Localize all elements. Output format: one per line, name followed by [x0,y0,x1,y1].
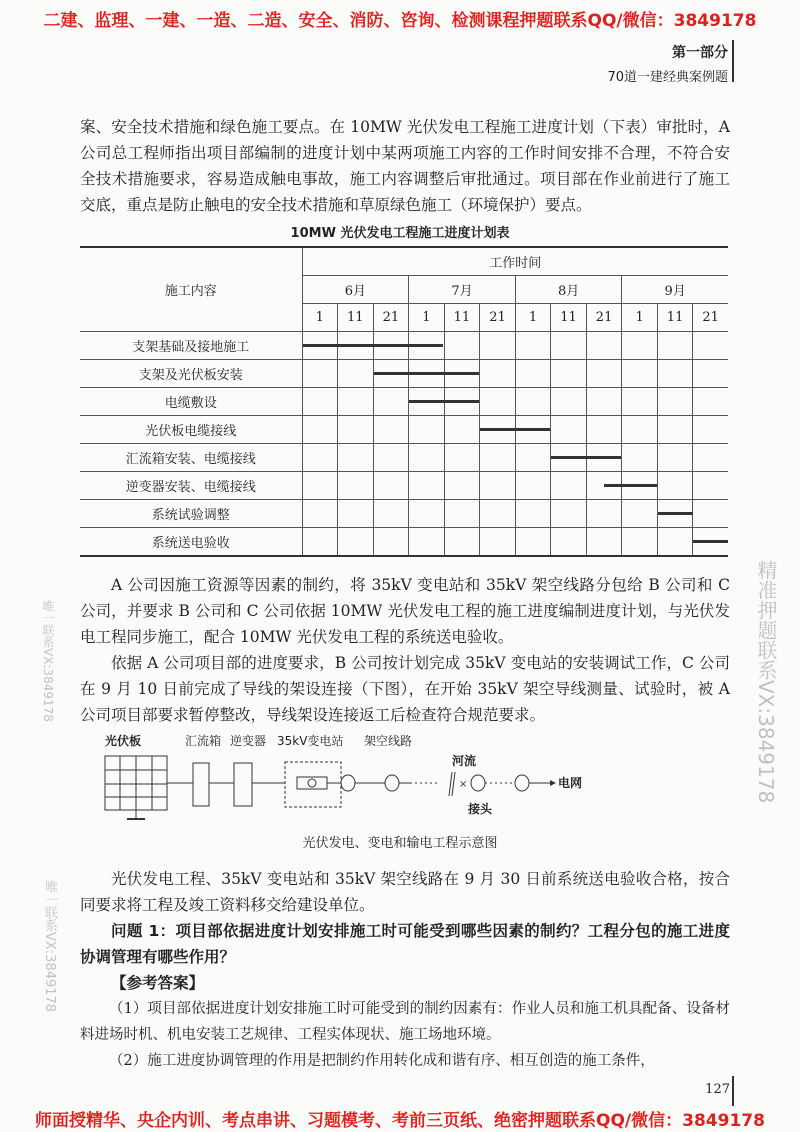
page-number: 127 [705,1082,730,1097]
schedule-cell [373,388,409,416]
schedule-cell [480,500,516,528]
schedule-cell [373,472,409,500]
day-header: 21 [586,304,622,332]
schedule-cell [657,444,693,472]
day-header: 21 [373,304,409,332]
schedule-cell [515,332,550,360]
gantt-bar [303,344,443,347]
schedule-cell [693,360,728,388]
schedule-cell [373,416,409,444]
task-name: 光伏板电缆接线 [80,416,302,444]
watermark: 精准押题联系VX:3849178 [754,560,778,804]
table-row [80,360,728,388]
schedule-cell [302,388,337,416]
bottom-banner: 师面授精华、央企内训、考点串讲、习题模考、考前三页纸、绝密押题联系QQ/微信：3849178 [35,1111,765,1131]
day-header: 1 [302,304,337,332]
header-divider [732,40,734,82]
schedule-cell [338,500,374,528]
schedule-cell [586,360,622,388]
label-grid: 电网 [558,776,583,790]
schedule-table [80,246,728,557]
schedule-cell [693,388,728,416]
gantt-bar [480,428,550,431]
schedule-cell [586,528,622,557]
day-header: 1 [622,304,657,332]
schedule-cell [444,332,480,360]
diagram-graphic [80,730,730,820]
schedule-cell [338,528,374,557]
gantt-bar [658,512,693,515]
schedule-cell [302,416,337,444]
schedule-cell [657,332,693,360]
schedule-cell [657,416,693,444]
day-header: 11 [551,304,587,332]
schedule-cell [657,528,693,557]
schedule-cell [444,528,480,557]
schedule-cell [302,360,337,388]
schedule-cell [515,444,550,472]
schedule-cell [409,472,444,500]
schedule-cell [622,360,657,388]
pole-icon [341,775,355,791]
schedule-cell [657,388,693,416]
label-overhead-line: 架空线路 [364,734,413,748]
schedule-cell [515,388,550,416]
schedule-cell [515,472,550,500]
schedule-cell [586,332,622,360]
schedule-cell [622,444,657,472]
gantt-bar [409,400,479,403]
schedule-cell [551,500,587,528]
answer-1: （1）项目部依据进度计划安排施工时可能受到的制约因素有：作业人员和施工机具配备、设备材料进场时机、机电安装工艺规律、工程实体现状、施工场地环境。 [80,1001,730,1043]
schedule-cell [657,500,693,528]
footer-divider [732,1076,734,1106]
schedule-cell [409,416,444,444]
schedule-cell [551,416,587,444]
schedule-cell [302,444,337,472]
schedule-cell [338,388,374,416]
system-diagram [80,730,730,840]
schedule-cell [338,472,374,500]
substation-icon [285,762,341,807]
schedule-cell [338,360,374,388]
gantt-bar [374,372,479,375]
schedule-cell [515,500,550,528]
month-header: 8月 [515,276,622,304]
paragraph-2: A 公司因施工资源等因素的制约，将 35kV 变电站和 35kV 架空线路分包给 B 公司和 C 公司，并要求 B 公司和 C 公司依据 10MW 光伏发电工程的施工进度编制进度计划，与光伏发电工程同步施工，配合 10MW 光伏发电工程的系统送电验收。 [80,576,730,646]
month-header: 6月 [302,276,409,304]
header-task: 施工内容 [80,247,302,332]
schedule-cell [693,332,728,360]
header-time: 工作时间 [302,247,728,276]
schedule-cell [657,360,693,388]
schedule-cell [302,528,337,557]
task-name: 支架及光伏板安装 [80,360,302,388]
watermark: 唯一联系VX:3849178 [41,600,55,722]
schedule-cell [657,472,693,500]
schedule-cell [444,500,480,528]
schedule-cell [622,332,657,360]
schedule-cell [586,416,622,444]
day-header: 1 [409,304,444,332]
day-header: 11 [444,304,480,332]
schedule-cell [586,500,622,528]
svg-text:×: × [459,779,468,790]
schedule-cell [373,500,409,528]
gantt-bar [693,540,728,543]
gantt-bar [604,484,657,487]
task-name: 系统送电验收 [80,528,302,557]
schedule-cell [338,416,374,444]
label-river: 河流 [452,754,477,768]
table-row [80,416,728,444]
inverter-icon [234,763,252,806]
schedule-cell [302,332,337,360]
label-inverter: 逆变器 [230,734,267,748]
month-header: 9月 [622,276,728,304]
question-1: 问题 1：项目部依据进度计划安排施工时可能受到哪些因素的制约？工程分包的施工进度协调管理有哪些作用？ [80,922,730,966]
schedule-cell [338,444,374,472]
table-row [80,528,728,557]
day-header: 11 [338,304,374,332]
schedule-cell [480,332,516,360]
schedule-cell [551,360,587,388]
paragraph-1: 案、安全技术措施和绿色施工要点。在 10MW 光伏发电工程施工进度计划（下表）审批时，A 公司总工程师指出项目部编制的进度计划中某两项施工内容的工作时间安排不合理，不符合安全技术措施要求，容易造成触电事故，施工内容调整后审批通过。项目部在作业前进行了施工交底，重点是防止触电的安全技术措施和草原绿色施工（环境保护）要点。 [80,118,730,214]
schedule-cell [480,444,516,472]
schedule-cell [409,528,444,557]
task-name: 逆变器安装、电缆接线 [80,472,302,500]
schedule-cell [480,360,516,388]
task-name: 电缆敷设 [80,388,302,416]
schedule-cell [551,388,587,416]
task-name: 系统试验调整 [80,500,302,528]
day-header: 21 [693,304,728,332]
schedule-cell [302,472,337,500]
label-pv-panel: 光伏板 [105,734,142,748]
schedule-cell [693,416,728,444]
gantt-bar [551,456,621,459]
schedule-cell [622,528,657,557]
schedule-cell [551,444,587,472]
diagram-caption: 光伏发电、变电和输电工程示意图 [302,836,498,851]
schedule-cell [551,472,587,500]
label-joint: 接头 [468,802,493,816]
label-substation: 35kV变电站 [277,734,344,748]
top-banner: 二建、监理、一建、一造、二造、安全、消防、咨询、检测课程押题联系QQ/微信：3849178 [43,11,757,31]
answer-title: 【参考答案】 [111,974,205,992]
schedule-cell [480,416,516,444]
paragraph-3: 依据 A 公司项目部的进度要求，B 公司按计划完成 35kV 变电站的安装调试工作，C 公司在 9 月 10 日前完成了导线的架设连接（下图），在开始 35kV 架空导线测量、试验时，被 A 公司项目部要求暂停整改，导线架设连接返工后检查符合规范要求。 [80,654,730,724]
month-header: 7月 [409,276,516,304]
schedule-cell [480,528,516,557]
schedule-cell [409,444,444,472]
schedule-cell [551,528,587,557]
day-header: 1 [515,304,550,332]
schedule-cell [551,332,587,360]
schedule-cell [515,528,550,557]
schedule-cell [586,472,622,500]
schedule-cell [444,416,480,444]
table-title: 10MW 光伏发电工程施工进度计划表 [290,226,510,241]
part-label: 第一部分 [672,45,728,61]
watermark: 唯一联系VX:3849178 [42,880,57,1013]
schedule-cell [409,500,444,528]
schedule-cell [480,388,516,416]
table-row [80,444,728,472]
schedule-cell [373,528,409,557]
schedule-cell [444,444,480,472]
table-row [80,332,728,360]
schedule-cell [373,444,409,472]
schedule-cell [693,528,728,557]
schedule-cell [693,444,728,472]
schedule-cell [693,500,728,528]
combiner-box-icon [193,763,209,806]
schedule-cell [409,388,444,416]
schedule-cell [622,388,657,416]
schedule-cell [622,500,657,528]
section-subtitle: 70道一建经典案例题 [607,70,728,85]
schedule-cell [480,472,516,500]
schedule-cell [586,388,622,416]
task-name: 支架基础及接地施工 [80,332,302,360]
day-header: 11 [657,304,693,332]
task-name: 汇流箱安装、电缆接线 [80,444,302,472]
day-header: 21 [480,304,516,332]
schedule-cell [444,472,480,500]
schedule-cell [693,472,728,500]
answer-2: （2）施工进度协调管理的作用是把制约作用转化成和谐有序、相互创造的施工条件， [109,1053,655,1069]
table-row [80,500,728,528]
paragraph-4: 光伏发电工程、35kV 变电站和 35kV 架空线路在 9 月 30 日前系统送电验收合格，按合同要求将工程及竣工资料移交给建设单位。 [80,870,730,914]
schedule-cell [302,500,337,528]
schedule-cell [373,360,409,388]
table-row [80,472,728,500]
schedule-cell [515,360,550,388]
schedule-cell [622,416,657,444]
label-combiner-box: 汇流箱 [185,734,222,748]
table-row [80,388,728,416]
